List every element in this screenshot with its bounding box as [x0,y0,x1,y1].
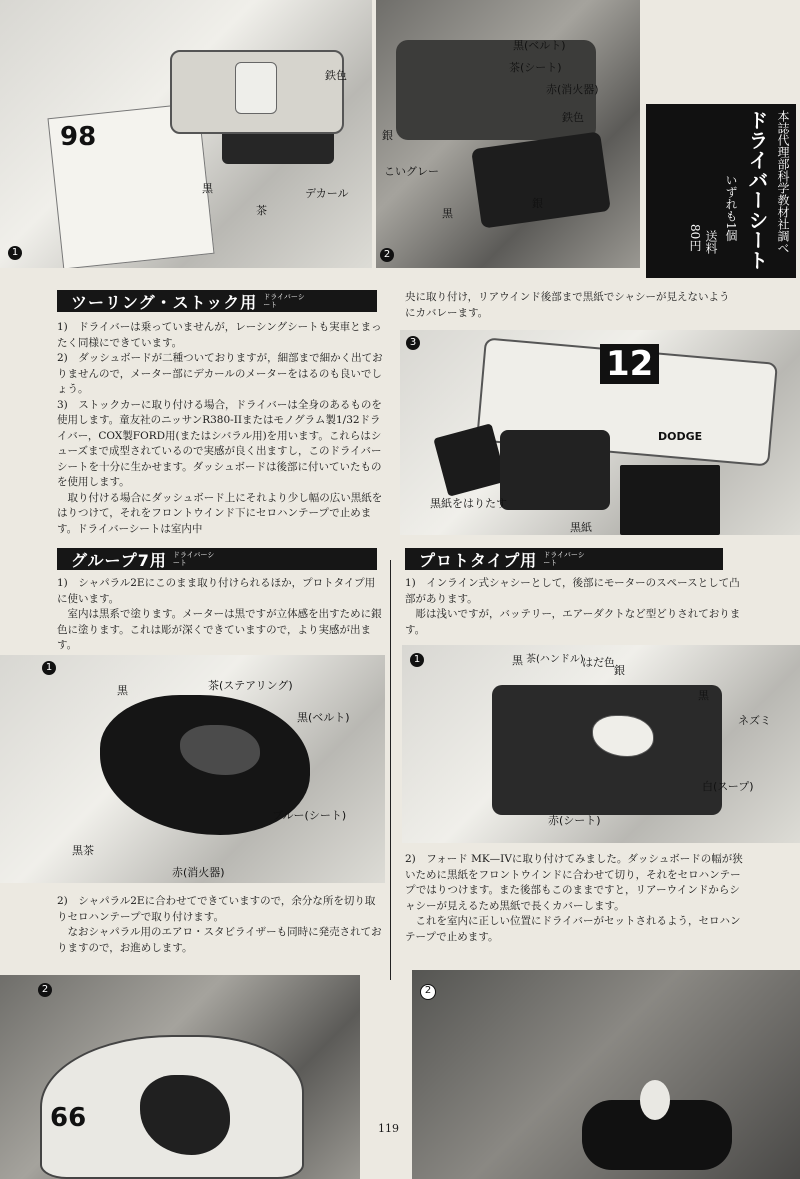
group7-para-3: 2) シャパラル2Eに合わせてできていますので，余分な所を切り取りセロハンテープで取り付けます。 [57,895,376,923]
label-shoka: 赤(消火器) [172,866,225,879]
price-shipping-label: 送料 [704,230,718,254]
prototype-para-4: これを室内に正しい位置にドライバーがセットされるよう，セロハンテープで止めます。 [405,915,741,943]
prototype-para-3: 2) フォード MK—IVに取り付けてみました。ダッシュボードの幅が狭いために黒紙をフロントウインドに合わせて切り，それをセロハンテープではりつけます。また後部もこのままですと，リアーウインドからシャシーが見えるため黒紙で長くカバーします。 [405,853,743,912]
photo-number: 2 [38,983,52,997]
section-heading-touring [57,290,377,312]
group7-text-2 [57,894,385,956]
label-tetsu: 鉄色 [562,111,584,124]
photo-number: 3 [406,336,420,350]
photo-prototype-1 [402,645,800,843]
black-paper-sheet [620,465,720,535]
price-value: 80円 [688,224,702,252]
photo-number: 1 [42,661,56,675]
label-kuroshi: 黒紙 [570,521,592,534]
prototype-text [405,576,743,638]
heading-title: プロトタイプ用 [419,550,538,570]
touring-para-2: 2) ダッシュボードが二種ついておりますが，細部まで細かく出ておりませんので，メーター部にデカールのメーターをはるのも良いでしょう。 [57,352,383,395]
label-aka-seat: 赤(シート) [548,814,601,827]
photo-number: 2 [380,248,394,262]
label-kuro-2: 黒 [698,689,709,702]
group7-para-1: 1) シャパラル2Eにこのまま取り付けられるほか，プロトタイプ用に使います。 [57,577,376,605]
seat-insert [235,62,277,114]
group7-para-2: 室内は黒系で塗ります。メーターは黒ですが立体感を出すために銀色に塗ります。これは彫が深くできていますので，より実感が出ます。 [57,608,382,651]
label-kuro: 黒 [442,207,453,220]
label-belt: 黒(ベルト) [513,39,566,52]
label-gin: 銀 [614,664,625,677]
group7-text [57,576,385,654]
label-tetsu: 鉄色 [325,69,347,82]
label-hadairo: はだ色 [582,656,615,669]
label-shoka: 赤(消火器) [546,83,599,96]
photo-group7-1 [0,655,385,883]
dashboard-part-2 [471,131,611,228]
touring-text [57,320,385,537]
price-box [646,104,796,278]
label-belt: 黒(ベルト) [297,711,350,724]
page-number: 119 [378,1122,399,1135]
price-source: 本誌代理部科学教材社調べ [776,110,790,254]
price-title: ドライバーシート [745,110,769,270]
photo-number: 1 [410,653,424,667]
photo-group7-2 [0,975,360,1179]
driver-figure [640,1080,670,1120]
price-note: いずれも1個 [724,174,738,242]
photo-touring-3 [400,330,800,535]
touring-para-3: 3) ストックカーに取り付ける場合，ドライバーは全身のあるものを使用します。童友社のニッサンR380-IIまたはモノグラム製1/32ドライバー，COX製FORD用(またはシバラル用)を用います。これらはシューズまで成型されているので実感が良く出ますし，このドライバーシートを十分に生かせます。ダッシュボードは後部に付いていたものを使用します。 [57,398,382,488]
section-heading-prototype [405,548,723,570]
label-gin-2: 銀 [532,197,543,210]
photo-prototype-2 [412,970,800,1179]
prototype-text-2 [405,852,743,945]
heading-sub: ドライバーシート [543,551,585,567]
label-blue-seat: ブルー(シート) [272,809,347,822]
heading-title: ツーリング・ストック用 [71,292,258,312]
touring-para-1: 1) ドライバーは乗っていませんが，レーシングシートも実車とまったく同様にできています。 [57,321,382,349]
photo-number: 1 [8,246,22,260]
label-steering: 茶(ステアリング) [208,679,293,692]
photo-number: 2 [420,984,436,1000]
car-number: 66 [50,1103,87,1133]
car-brand: DODGE [658,430,703,443]
continued-text: 央に取り付け，リアウインド後部まで黒紙でシャシーが見えないようにカバレーます。 [405,291,730,319]
heading-sub: ドライバーシート [263,293,305,309]
heading-sub: ドライバーシート [172,551,215,567]
column-divider [390,560,391,980]
label-kuro: 黒 [202,182,213,195]
section-heading-group7 [57,548,377,570]
label-kurocha: 黒茶 [72,844,94,857]
label-kuro: 黒 [117,684,128,697]
label-kuro: 黒 [512,654,523,667]
label-koigray: こいグレー [384,165,439,178]
heading-title: グループ7用 [71,550,167,570]
photo-touring-1 [0,0,372,268]
photo-touring-2 [376,0,640,268]
label-nezumi: ネズミ [738,714,771,727]
decal-number: 98 [60,122,97,152]
group7-para-4: なおシャパラル用のエアロ・スタビライザーも同時に発売されておりますので，お進めします。 [57,926,382,954]
prototype-para-2: 彫は浅いですが，バッテリー，エアーダクトなど型どりされております。 [405,608,741,636]
touring-para-4: 取り付ける場合にダッシュボード上にそれより少し幅の広い黒紙をはりつけて，それをフロントウインド下にセロハンテープで止めます。ドライバーシートは室内中 [57,491,383,535]
label-decal: デカール [305,187,349,200]
label-seat: 茶(シート) [509,61,562,74]
seat-part [500,430,610,510]
label-cha: 茶 [256,204,267,217]
car-number: 12 [600,344,659,384]
label-gin: 銀 [382,129,393,142]
label-shiro-seat: 白(スープ) [702,780,754,793]
label-kuroshi-hari: 黒紙をはりたす [430,497,507,510]
prototype-para-1: 1) インライン式シャシーとして，後部にモーターのスペースとして凸部があります。 [405,577,740,605]
label-handle: 茶(ハンドル) [526,654,584,665]
